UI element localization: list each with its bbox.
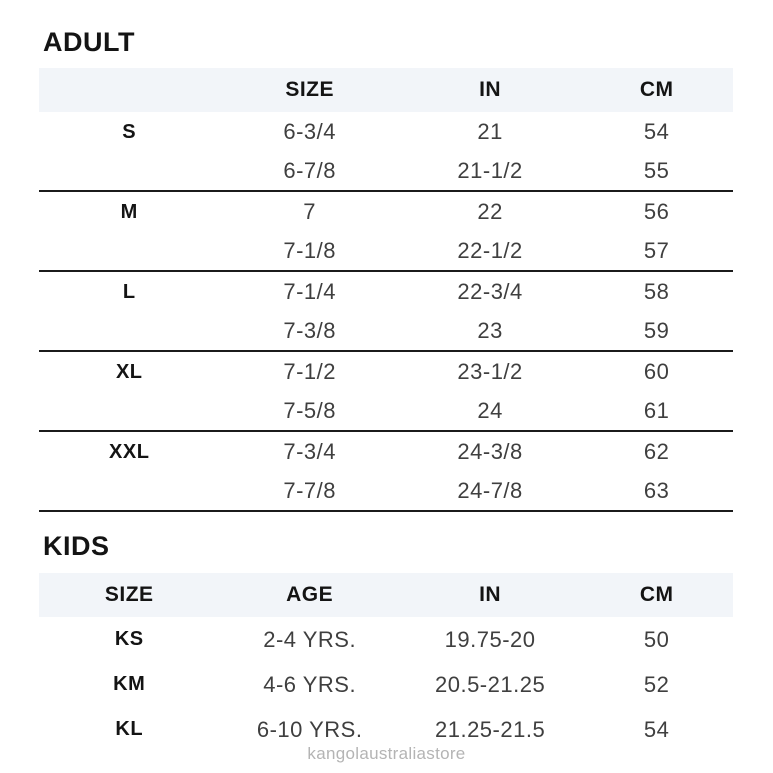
value-cell: 54 bbox=[643, 119, 670, 144]
value-cell: 22-1/2 bbox=[457, 238, 523, 263]
size-label-cell: M bbox=[120, 200, 138, 223]
table-row bbox=[39, 617, 733, 662]
value-cell: 54 bbox=[643, 716, 670, 742]
value-cell: 23 bbox=[477, 318, 503, 343]
adult-size-table bbox=[39, 68, 733, 512]
value-cell: 61 bbox=[643, 398, 670, 423]
value-cell: 21.25-21.5 bbox=[434, 716, 546, 742]
size-label-cell bbox=[39, 472, 219, 510]
value-cell: 57 bbox=[643, 238, 670, 263]
table-row bbox=[39, 232, 733, 272]
table-row bbox=[39, 432, 733, 472]
table-row bbox=[39, 192, 733, 232]
value-cell: 7-7/8 bbox=[283, 478, 336, 503]
value-cell: 63 bbox=[643, 478, 670, 503]
size-label-cell: KS bbox=[114, 628, 144, 650]
value-cell: 52 bbox=[643, 671, 670, 697]
column-header: CM bbox=[639, 583, 674, 606]
value-cell: 24-3/8 bbox=[457, 439, 523, 464]
column-header: IN bbox=[479, 78, 502, 101]
value-cell: 22 bbox=[477, 199, 503, 224]
watermark-text: kangolaustraliastore bbox=[307, 744, 466, 763]
value-cell: 7-1/8 bbox=[283, 238, 336, 263]
size-label-cell bbox=[39, 312, 219, 350]
kids-section-title: KIDS bbox=[43, 531, 110, 561]
column-header: SIZE bbox=[104, 583, 154, 606]
column-header: SIZE bbox=[285, 78, 334, 101]
size-label-cell bbox=[39, 152, 219, 190]
value-cell: 20.5-21.25 bbox=[434, 671, 546, 697]
column-header: AGE bbox=[286, 583, 334, 606]
table-row bbox=[39, 152, 733, 192]
value-cell: 4-6 YRS. bbox=[263, 671, 357, 697]
column-header: CM bbox=[639, 78, 674, 101]
value-cell: 56 bbox=[643, 199, 670, 224]
table-row bbox=[39, 392, 733, 432]
size-label-cell bbox=[39, 392, 219, 430]
table-row bbox=[39, 112, 733, 152]
value-cell: 60 bbox=[643, 359, 670, 384]
value-cell: 7-1/4 bbox=[283, 279, 336, 304]
value-cell: 21 bbox=[477, 119, 503, 144]
size-label-cell: XXL bbox=[109, 440, 150, 463]
value-cell: 24-7/8 bbox=[457, 478, 523, 503]
size-label-cell: XL bbox=[115, 360, 143, 383]
value-cell: 7-5/8 bbox=[283, 398, 336, 423]
size-label-cell: KM bbox=[113, 673, 146, 695]
table-row bbox=[39, 312, 733, 352]
table-row bbox=[39, 352, 733, 392]
value-cell: 2-4 YRS. bbox=[263, 626, 357, 652]
value-cell: 23-1/2 bbox=[457, 359, 523, 384]
value-cell: 7-3/8 bbox=[283, 318, 336, 343]
kids-size-table bbox=[39, 573, 733, 752]
value-cell: 58 bbox=[643, 279, 670, 304]
table-row bbox=[39, 272, 733, 312]
value-cell: 21-1/2 bbox=[457, 158, 523, 183]
value-cell: 6-7/8 bbox=[283, 158, 336, 183]
value-cell: 22-3/4 bbox=[457, 279, 523, 304]
value-cell: 6-10 YRS. bbox=[256, 716, 363, 742]
size-label-cell: S bbox=[122, 120, 137, 143]
value-cell: 55 bbox=[643, 158, 670, 183]
size-label-cell: KL bbox=[115, 718, 144, 740]
kids-table-header-row bbox=[39, 573, 733, 617]
column-header: IN bbox=[479, 583, 502, 606]
adult-section-title: ADULT bbox=[43, 27, 135, 57]
table-row bbox=[39, 662, 733, 707]
value-cell: 7-1/2 bbox=[283, 359, 336, 384]
column-header bbox=[39, 68, 219, 112]
value-cell: 62 bbox=[643, 439, 670, 464]
size-label-cell: L bbox=[122, 280, 136, 303]
size-label-cell bbox=[39, 232, 219, 270]
value-cell: 6-3/4 bbox=[283, 119, 336, 144]
value-cell: 24 bbox=[477, 398, 503, 423]
value-cell: 7-3/4 bbox=[283, 439, 336, 464]
value-cell: 7 bbox=[303, 199, 317, 224]
value-cell: 50 bbox=[643, 626, 670, 652]
value-cell: 59 bbox=[643, 318, 670, 343]
value-cell: 19.75-20 bbox=[444, 626, 536, 652]
adult-table-header-row bbox=[39, 68, 733, 112]
table-row bbox=[39, 472, 733, 512]
